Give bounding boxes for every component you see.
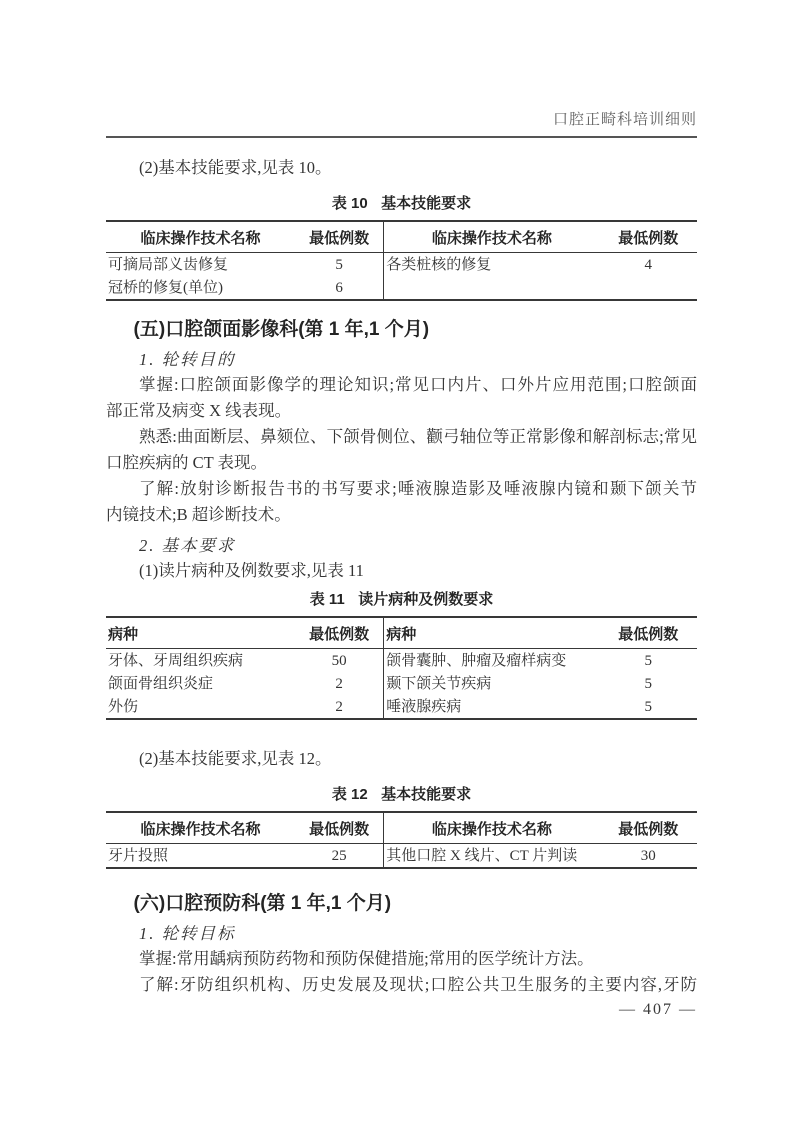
- table11-caption: [106, 590, 697, 610]
- table-cell: [599, 276, 697, 300]
- table11-header-cell: 最低例数: [295, 617, 384, 649]
- table-cell: 颌骨囊肿、肿瘤及瘤样病变: [384, 649, 600, 673]
- table10-caption-title: 基本技能要求: [381, 195, 472, 212]
- table-cell: 唾液腺疾病: [384, 695, 600, 719]
- table-cell: 5: [335, 257, 343, 273]
- table12-caption-label: 表 12: [331, 786, 368, 803]
- table-cell: 5: [644, 653, 652, 669]
- table-cell: 6: [335, 280, 343, 296]
- table-cell: 2: [335, 699, 343, 715]
- table-cell: 外伤: [108, 699, 139, 715]
- table-cell: 25: [331, 848, 347, 864]
- table11-header-row: [106, 617, 697, 649]
- table12-header-cell: 最低例数: [295, 812, 384, 844]
- table10-header-cell: 最低例数: [599, 221, 697, 253]
- table-row: [106, 276, 697, 300]
- table-cell: 可摘局部义齿修复: [108, 257, 229, 273]
- section5-subhead-2: 2. 基本要求: [139, 536, 236, 555]
- paragraph-table12-intro: (2)基本技能要求,见表 12。: [139, 749, 332, 768]
- table-row: [106, 844, 697, 869]
- page-number: — 407 —: [619, 1001, 697, 1018]
- table12-header-cell: 临床操作技术名称: [384, 812, 600, 844]
- table10-header-cell: 最低例数: [295, 221, 384, 253]
- paragraph-table10-intro: (2)基本技能要求,见表 10。: [139, 158, 332, 177]
- table12-header-cell: 最低例数: [599, 812, 697, 844]
- table-cell: 2: [335, 676, 343, 692]
- section5-title: (五)口腔颌面影像科(第 1 年,1 个月): [133, 319, 430, 340]
- table12-caption: [106, 785, 697, 805]
- table-cell: 牙体、牙周组织疾病: [108, 653, 244, 669]
- table-10: [106, 220, 697, 301]
- table10-header-row: [106, 221, 697, 253]
- paragraph-line: 部正常及病变 X 线表现。: [106, 401, 292, 420]
- table-cell: 颞下颌关节疾病: [384, 672, 600, 695]
- table10-header-cell: 临床操作技术名称: [384, 221, 600, 253]
- paragraph-line: 内镜技术;B 超诊断技术。: [106, 505, 291, 524]
- table11-header-cell: 病种: [106, 617, 295, 649]
- table-cell: [384, 276, 600, 300]
- table-cell: 50: [331, 653, 347, 669]
- table-cell: 4: [644, 257, 652, 273]
- table-cell: 5: [644, 676, 652, 692]
- table-row: [106, 672, 697, 695]
- paragraph-line: 掌握:口腔颌面影像学的理论知识;常见口内片、口外片应用范围;口腔颌面: [139, 375, 697, 394]
- running-header: [106, 0, 697, 138]
- paragraph-line: 了解:放射诊断报告书的书写要求;唾液腺造影及唾液腺内镜和颞下颌关节: [139, 479, 697, 498]
- paragraph-line: 了解:牙防组织机构、历史发展及现状;口腔公共卫生服务的主要内容,牙防: [139, 975, 697, 994]
- table12-header-row: [106, 812, 697, 844]
- table10-header-cell: 临床操作技术名称: [106, 221, 295, 253]
- table11-header-cell: 最低例数: [599, 617, 697, 649]
- table-row: [106, 695, 697, 719]
- table12-caption-title: 基本技能要求: [381, 786, 472, 803]
- paragraph-line: 口腔疾病的 CT 表现。: [106, 453, 268, 472]
- table-row: [106, 253, 697, 277]
- section6-subhead-1: 1. 轮转目标: [139, 924, 236, 943]
- table11-header-cell: 病种: [384, 617, 600, 649]
- paragraph-line: 掌握:常用龋病预防药物和预防保健措施;常用的医学统计方法。: [139, 949, 594, 968]
- paragraph-line: 熟悉:曲面断层、鼻颏位、下颌骨侧位、颧弓轴位等正常影像和解剖标志;常见: [139, 427, 697, 446]
- table-cell: 牙片投照: [108, 848, 169, 864]
- paragraph-table11-intro: (1)读片病种及例数要求,见表 11: [139, 561, 364, 580]
- section5-subhead-1: 1. 轮转目的: [139, 350, 236, 369]
- table10-caption: [106, 194, 697, 214]
- table-row: [106, 649, 697, 673]
- table10-caption-label: 表 10: [331, 195, 368, 212]
- running-header-text: 口腔正畸科培训细则: [552, 112, 697, 128]
- section6-title: (六)口腔预防科(第 1 年,1 个月): [133, 893, 392, 914]
- table11-caption-title: 读片病种及例数要求: [358, 591, 494, 608]
- table11-caption-label: 表 11: [309, 591, 345, 608]
- table-cell: 其他口腔 X 线片、CT 片判读: [384, 844, 600, 869]
- table-12: [106, 811, 697, 869]
- table-cell: 30: [640, 848, 656, 864]
- table12-header-cell: 临床操作技术名称: [106, 812, 295, 844]
- table-cell: 冠桥的修复(单位): [108, 280, 223, 296]
- table-11: [106, 616, 697, 720]
- table-cell: 5: [644, 699, 652, 715]
- table-cell: 颌面骨组织炎症: [108, 676, 214, 692]
- table-cell: 各类桩核的修复: [384, 253, 600, 277]
